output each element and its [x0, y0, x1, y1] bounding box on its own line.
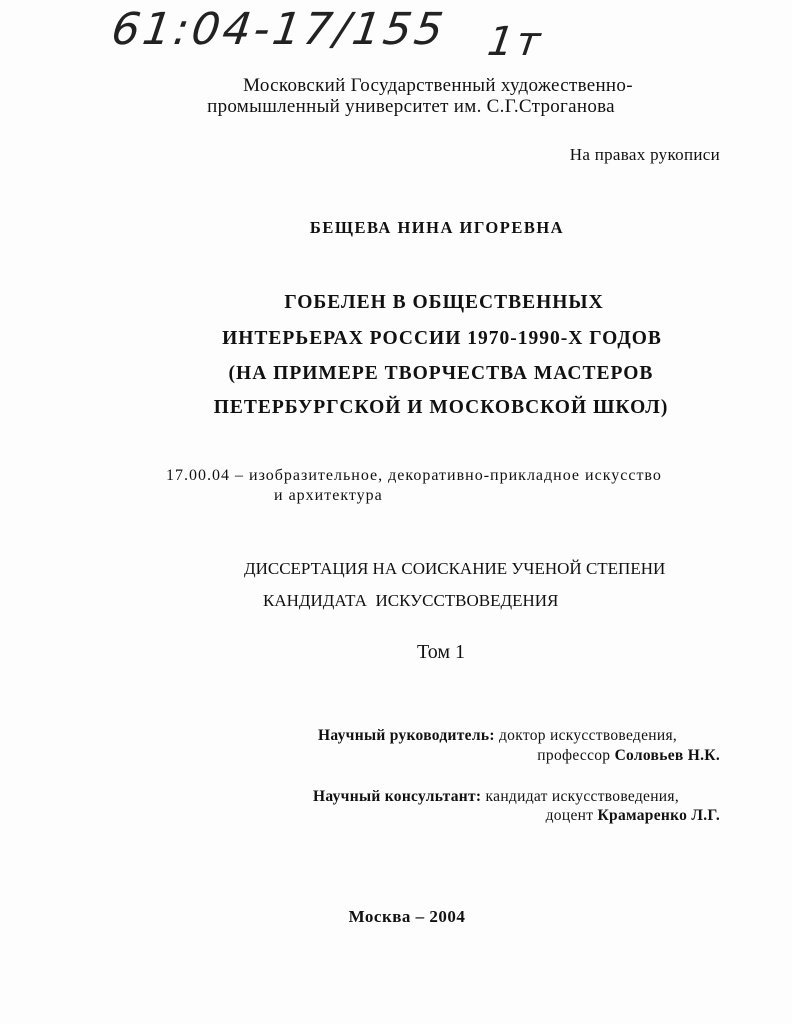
- consultant-name: Крамаренко Л.Г.: [597, 807, 720, 824]
- handwritten-suffix: 1т: [484, 19, 546, 65]
- title-line-2: ИНТЕРЬЕРАХ РОССИИ 1970-1990-Х ГОДОВ: [222, 328, 662, 349]
- specialty-line-2: и архитектура: [274, 487, 383, 504]
- institution-line-2: промышленный университет им. С.Г.Строганова: [207, 96, 615, 117]
- title-line-3: (НА ПРИМЕРЕ ТВОРЧЕСТВА МАСТЕРОВ: [228, 363, 654, 384]
- title-line-1: ГОБЕЛЕН В ОБЩЕСТВЕННЫХ: [284, 292, 604, 313]
- consultant-line-2: [546, 808, 720, 824]
- degree-line-2: КАНДИДАТА ИСКУССТВОВЕДЕНИЯ: [263, 591, 559, 610]
- consultant-line-1: [313, 789, 679, 805]
- consultant-label: Научный консультант:: [313, 788, 482, 805]
- author-name: БЕЩЕВА НИНА ИГОРЕВНА: [309, 218, 565, 237]
- supervisor-line-2: [537, 748, 720, 764]
- handwritten-code: 61:04-17/155: [108, 4, 450, 55]
- institution-line-1: Московский Государственный художественно-: [243, 75, 633, 96]
- consultant-title: доцент: [545, 807, 594, 824]
- supervisor-degree: доктор искусствоведения,: [498, 727, 678, 744]
- supervisor-line-1: [318, 728, 677, 744]
- manuscript-note: На правах рукописи: [569, 145, 720, 164]
- place-year: Москва – 2004: [348, 907, 466, 926]
- degree-line-1: ДИССЕРТАЦИЯ НА СОИСКАНИЕ УЧЕНОЙ СТЕПЕНИ: [244, 559, 666, 578]
- supervisor-name: Соловьев Н.К.: [614, 747, 720, 764]
- title-line-4: ПЕТЕРБУРГСКОЙ И МОСКОВСКОЙ ШКОЛ): [213, 397, 669, 418]
- supervisor-title: профессор: [537, 747, 611, 764]
- specialty-line-1: 17.00.04 – изобразительное, декоративно-прикладное искусство: [166, 467, 662, 484]
- supervisor-label: Научный руководитель:: [318, 727, 495, 744]
- volume-label: Том 1: [417, 641, 465, 663]
- consultant-degree: кандидат искусствоведения,: [485, 788, 680, 805]
